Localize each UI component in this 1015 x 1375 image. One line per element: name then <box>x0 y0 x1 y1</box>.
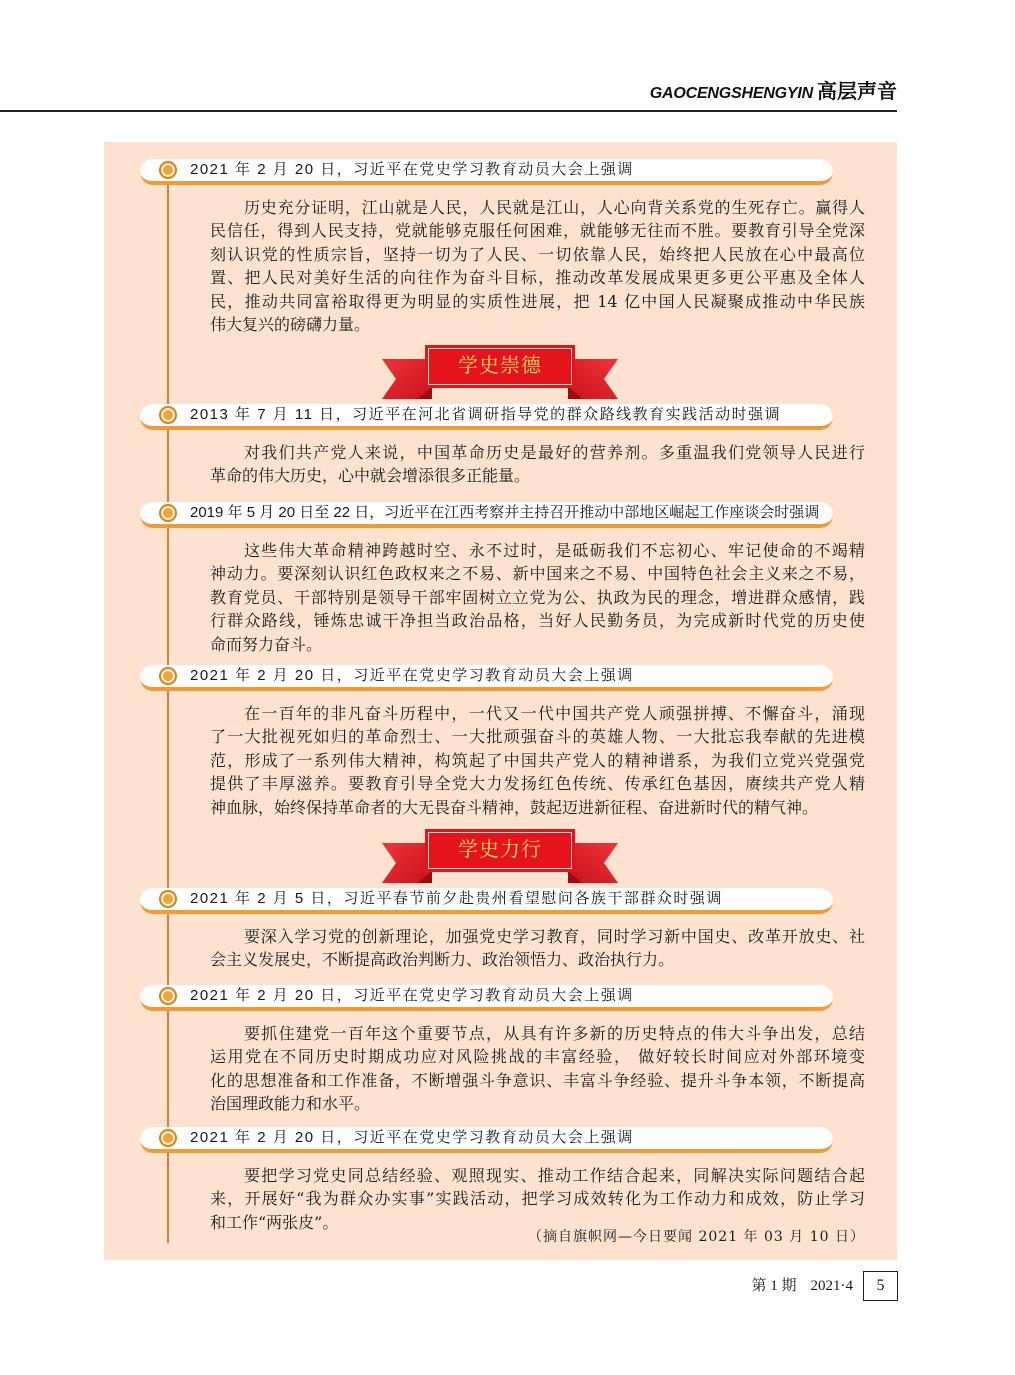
paragraph-line: 行群众路线，锤炼忠诚干净担当政治品格，当好人民勤务员，为完成新时代党的历史使 <box>210 611 865 631</box>
entry-heading-bar <box>140 888 833 914</box>
paragraph-line: 范，形成了一系列伟大精神，构筑起了中国共产党人的精神谱系，为我们立党兴党强党 <box>210 750 865 770</box>
quote-entry <box>0 985 1015 1114</box>
paragraph-line: 民，推动共同富裕取得更为明显的实质性进展，把 14 亿中国人民凝聚成推动中华民族 <box>210 291 865 311</box>
paragraph-line: 神动力。要深刻认识红色政权来之不易、新中国来之不易、中国特色社会主义来之不易， <box>210 564 865 584</box>
paragraph-line: 要深入学习党的创新理论，加强党史学习教育，同时学习新中国史、改革开放史、社 <box>244 927 865 946</box>
timeline-dot-icon <box>159 1129 177 1147</box>
paragraph-line: 要把学习党史同总结经验、观照现实、推动工作结合起来，同解决实际问题结合起 <box>244 1166 865 1185</box>
entry-heading-bar <box>140 665 833 691</box>
section-banner-label: 学史力行 <box>425 829 575 872</box>
entry-heading-bar <box>140 502 833 528</box>
paragraph-line: 化的思想准备和工作准备，不断增强斗争意识、丰富斗争经验、提升斗争本领，不断提高 <box>210 1070 865 1090</box>
section-banner <box>380 827 620 887</box>
paragraph-line: 在一百年的非凡奋斗历程中，一代又一代中国共产党人顽强拼搏、不懈奋斗，涌现 <box>244 704 865 723</box>
entry-heading: 2021 年 2 月 20 日，习近平在党史学习教育动员大会上强调 <box>190 667 634 684</box>
paragraph-line: 革命的伟大历史，心中就会增添很多正能量。 <box>210 466 531 486</box>
quote-entry <box>0 159 1015 334</box>
quote-entry <box>0 888 1015 970</box>
entry-heading-bar <box>140 404 833 430</box>
entry-heading-bar <box>140 1127 833 1153</box>
timeline-dot-icon <box>159 504 177 522</box>
paragraph-line: 治国理政能力和水平。 <box>210 1094 371 1114</box>
footer-issue: 第 1 期 <box>751 1278 797 1294</box>
running-head <box>650 78 897 106</box>
page-number: 5 <box>863 1271 898 1301</box>
paragraph-line: 伟大复兴的磅礴力量。 <box>210 314 371 334</box>
running-head-latin: GAOCENGSHENGYIN <box>649 85 813 102</box>
ribbon-right-tail <box>568 359 618 399</box>
timeline-dot-icon <box>159 161 177 179</box>
entry-heading: 2019 年 5 月 20 日至 22 日，习近平在江西考察并主持召开推动中部地区崛起工作座谈会时强调 <box>190 504 820 521</box>
paragraph-line: 要抓住建党一百年这个重要节点，从具有许多新的历史特点的伟大斗争出发，总结 <box>244 1024 865 1043</box>
paragraph-line: 和工作“两张皮”。 <box>210 1212 339 1232</box>
paragraph-line: 运用党在不同历史时期成功应对风险挑战的丰富经验， 做好较长时间应对外部环境变 <box>210 1047 865 1067</box>
quote-paragraph <box>210 539 865 656</box>
paragraph-line: 提供了丰厚滋养。要教育引导全党大力发扬红色传统、传承红色基因，赓续共产党人精 <box>210 774 865 794</box>
paragraph-line: 神血脉，始终保持革命者的大无畏奋斗精神，鼓起迈进新征程、奋进新时代的精气神。 <box>210 797 819 817</box>
paragraph-line: 历史充分证明，江山就是人民，人民就是江山，人心向背关系党的生死存亡。赢得人 <box>244 198 865 217</box>
timeline-dot-icon <box>159 890 177 908</box>
ribbon-right-tail <box>568 843 618 883</box>
timeline-line <box>167 162 169 1243</box>
quote-paragraph <box>210 702 865 819</box>
timeline-dot-icon <box>159 406 177 424</box>
paragraph-line: 民信任，得到人民支持，党就能够克服任何困难，就能够无往而不胜。要教育引导全党深 <box>210 221 865 241</box>
paragraph-line: 教育党员、干部特别是领导干部牢固树立立党为公、执政为民的理念，增进群众感情，践 <box>210 587 865 607</box>
timeline-dot-icon <box>159 667 177 685</box>
section-banner <box>380 343 620 403</box>
quote-entry <box>0 404 1015 486</box>
paragraph-line: 会主义发展史，不断提高政治判断力、政治领悟力、政治执行力。 <box>210 950 675 970</box>
entry-heading: 2021 年 2 月 20 日，习近平在党史学习教育动员大会上强调 <box>190 987 634 1004</box>
section-banner-label: 学史崇德 <box>425 345 575 388</box>
paragraph-line: 这些伟大革命精神跨越时空、永不过时，是砥砺我们不忘初心、牢记使命的不竭精 <box>244 541 865 560</box>
entry-heading-bar <box>140 985 833 1011</box>
quote-paragraph <box>210 925 865 972</box>
quote-paragraph <box>210 1022 865 1116</box>
quote-entry <box>0 502 1015 654</box>
entry-heading: 2021 年 2 月 20 日，习近平在党史学习教育动员大会上强调 <box>190 161 634 178</box>
entry-heading: 2013 年 7 月 11 日，习近平在河北省调研指导党的群众路线教育实践活动时强调 <box>190 406 782 423</box>
quote-paragraph <box>210 196 865 336</box>
entry-heading: 2021 年 2 月 20 日，习近平在党史学习教育动员大会上强调 <box>190 1129 634 1146</box>
paragraph-line: 置、把人民对美好生活的向往作为奋斗目标，推动改革发展成果更多更公平惠及全体人 <box>210 268 865 288</box>
footer-date: 2021·4 <box>810 1278 853 1294</box>
quote-paragraph <box>210 1164 865 1234</box>
paragraph-line: 了一大批视死如归的革命烈士、一大批顽强奋斗的英雄人物、一大批忘我奉献的先进模 <box>210 727 865 747</box>
entry-heading: 2021 年 2 月 5 日，习近平春节前夕赴贵州看望慰问各族干部群众时强调 <box>190 890 723 907</box>
entry-heading-bar <box>140 159 833 185</box>
quote-entry <box>0 1127 1015 1232</box>
footer <box>640 1276 853 1296</box>
running-head-title: 高层声音 <box>817 81 897 103</box>
timeline-dot-icon <box>159 987 177 1005</box>
paragraph-line: 来，开展好“我为群众办实事”实践活动，把学习成效转化为工作动力和成效，防止学习 <box>210 1189 865 1209</box>
paragraph-line: 命而努力奋斗。 <box>210 634 323 654</box>
quote-entry <box>0 665 1015 817</box>
paragraph-line: 对我们共产党人来说，中国革命历史是最好的营养剂。多重温我们党领导人民进行 <box>244 443 865 462</box>
header-rule <box>0 110 897 112</box>
paragraph-line: 刻认识党的性质宗旨，坚持一切为了人民、一切依靠人民，始终把人民放在心中最高位 <box>210 244 865 264</box>
quote-paragraph <box>210 441 865 488</box>
source-citation: （摘自旗帜网—今日要闻 2021 年 03 月 10 日） <box>528 1229 865 1245</box>
